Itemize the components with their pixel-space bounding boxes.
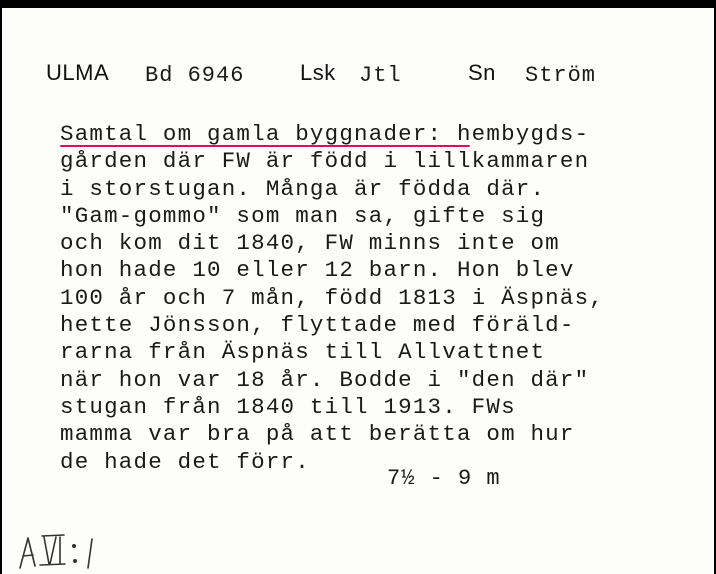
text-line: Samtal om gamla byggnader: hembygds- xyxy=(60,121,590,147)
text-line: rarna från Äspnäs till Allvattnet xyxy=(60,339,546,366)
handwritten-archive-mark xyxy=(12,524,132,574)
text-line: hon hade 10 eller 12 barn. Hon blev xyxy=(60,257,575,284)
card-body-text xyxy=(60,121,710,476)
lsk-value: Jtl xyxy=(359,63,402,88)
text-line: mamma var bra på att berätta om hur xyxy=(60,421,575,448)
text-line: de hade det förr. xyxy=(60,448,310,475)
text-line: i storstugan. Många är födda där. xyxy=(60,175,546,202)
text-line: när hon var 18 år. Bodde i "den där" xyxy=(60,366,590,393)
sn-label: Sn xyxy=(468,60,496,85)
text-line: "Gam-gommo" som man sa, gifte sig xyxy=(60,202,546,229)
measurement-note: 7½ - 9 m xyxy=(387,466,501,491)
text-line: stugan från 1840 till 1913. FWs xyxy=(60,393,516,420)
record-number: Bd 6946 xyxy=(145,63,245,88)
text-line: hette Jönsson, flyttade med föräld- xyxy=(60,312,575,339)
text-line: 100 år och 7 mån, född 1813 i Äspnäs, xyxy=(60,284,604,311)
ulma-label: ULMA xyxy=(46,60,110,85)
lsk-label: Lsk xyxy=(300,60,336,85)
sn-value: Ström xyxy=(525,63,597,88)
index-card xyxy=(2,8,714,574)
text-line: gården där FW är född i lillkammaren xyxy=(60,148,590,175)
text-line: och kom dit 1840, FW minns inte om xyxy=(60,230,560,257)
